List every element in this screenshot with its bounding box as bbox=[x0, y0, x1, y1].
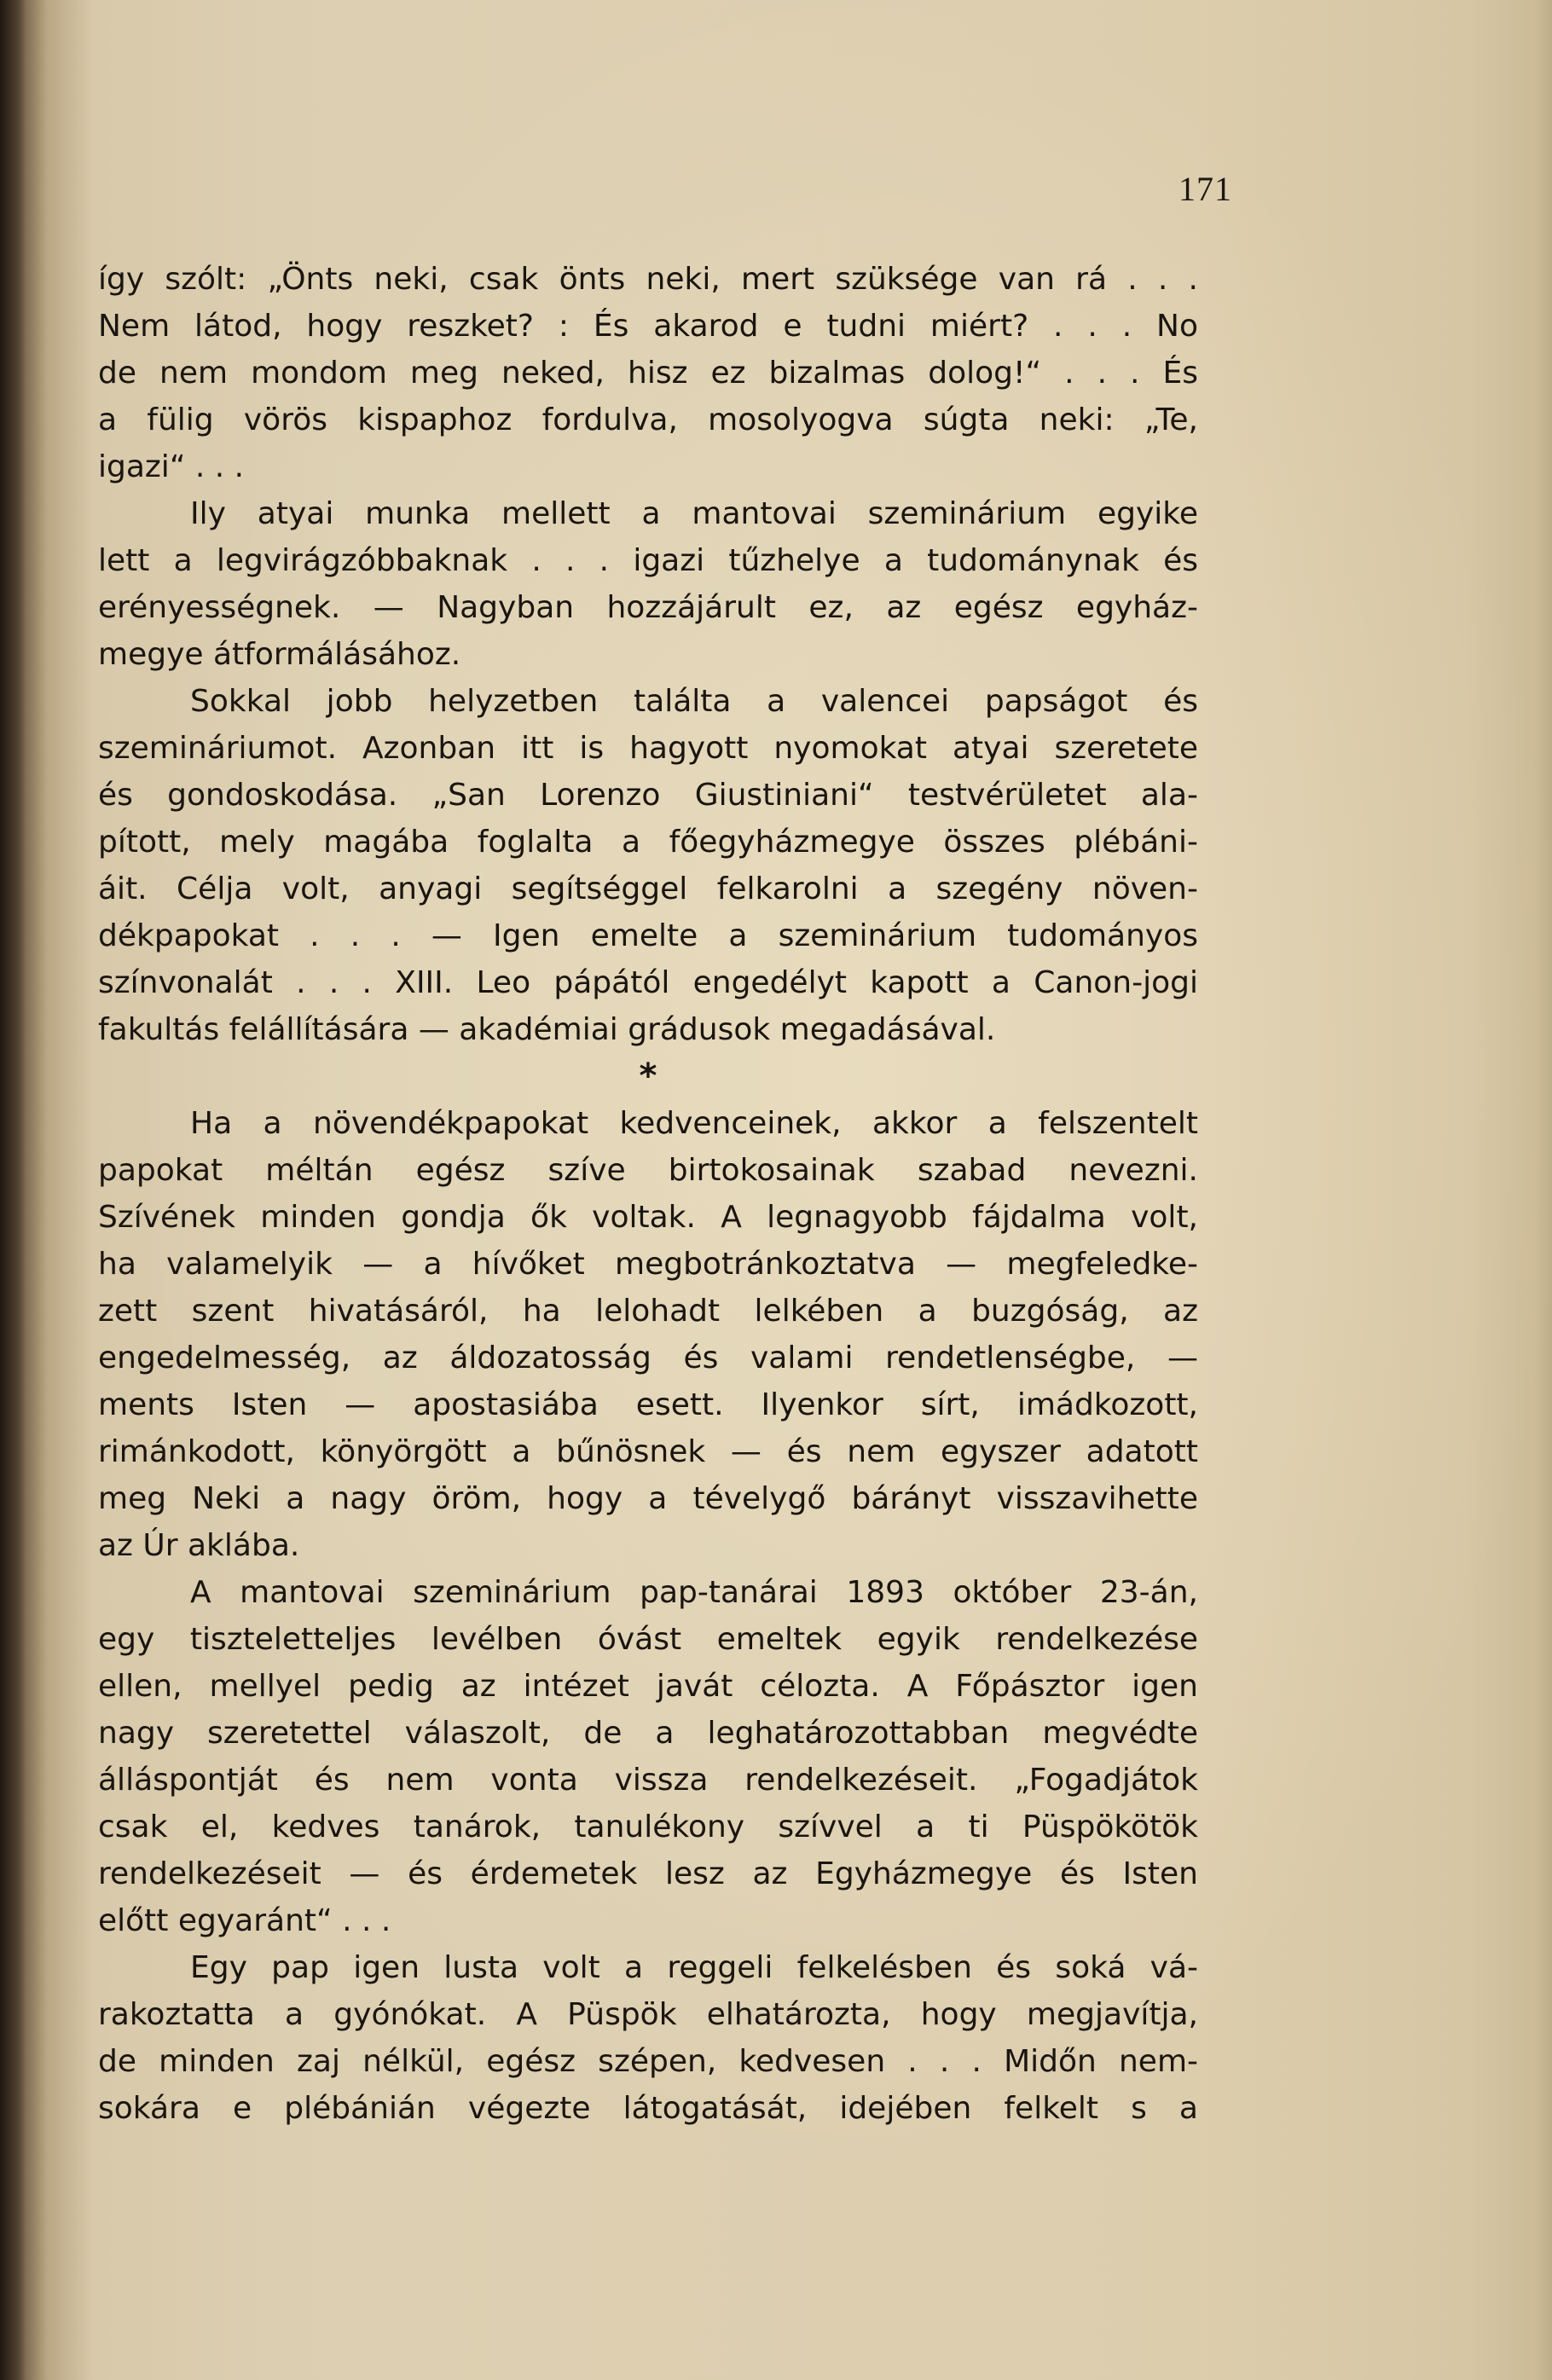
text-line: Szívének minden gondja ők voltak. A legnagyobb fájdalma volt, bbox=[98, 1200, 1198, 1235]
paragraph-start-line: Ily atyai munka mellett a mantovai szeminárium egyike bbox=[190, 496, 1198, 531]
text-line: csak el, kedves tanárok, tanulékony szívvel a ti Püspökötök bbox=[98, 1810, 1198, 1844]
text-line: nagy szeretettel válaszolt, de a leghatározottabban megvédte bbox=[98, 1716, 1198, 1751]
text-line: dékpapokat . . . — Igen emelte a szeminárium tudományos bbox=[98, 918, 1198, 953]
text-line: áit. Célja volt, anyagi segítséggel felkarolni a szegény növen- bbox=[98, 872, 1198, 906]
text-line: sokára e plébánián végezte látogatását, idejében felkelt s a bbox=[98, 2091, 1198, 2126]
paragraph-start-line: Ha a növendékpapokat kedvenceinek, akkor a felszentelt bbox=[190, 1106, 1198, 1141]
text-line: ellen, mellyel pedig az intézet javát célozta. A Főpásztor igen bbox=[98, 1669, 1198, 1704]
paragraph-start-line: Egy pap igen lusta volt a reggeli felkelésben és soká vá- bbox=[190, 1950, 1198, 1985]
text-line: egy tiszteletteljes levélben óvást emeltek egyik rendelkezése bbox=[98, 1622, 1198, 1657]
text-line: szemináriumot. Azonban itt is hagyott nyomokat atyai szeretete bbox=[98, 731, 1198, 766]
paragraph-start-line: Sokkal jobb helyzetben találta a valencei papságot és bbox=[190, 684, 1198, 719]
text-line: papokat méltán egész szíve birtokosainak szabad nevezni. bbox=[98, 1153, 1198, 1188]
text-line: de nem mondom meg neked, hisz ez bizalmas dolog!“ . . . És bbox=[98, 356, 1198, 391]
text-line: ments Isten — apostasiába esett. Ilyenkor sírt, imádkozott, bbox=[98, 1387, 1198, 1422]
text-line: zett szent hivatásáról, ha lelohadt lelkében a buzgóság, az bbox=[98, 1294, 1198, 1329]
text-line: pított, mely magába foglalta a főegyházmegye összes plébáni- bbox=[98, 825, 1198, 860]
text-line: de minden zaj nélkül, egész szépen, kedvesen . . . Midőn nem- bbox=[98, 2044, 1198, 2079]
text-line: fakultás felállítására — akadémiai grádusok megadásával. bbox=[98, 1012, 996, 1047]
text-line: álláspontját és nem vonta vissza rendelkezéseit. „Fogadjátok bbox=[98, 1763, 1198, 1798]
text-line: rakoztatta a gyónókat. A Püspök elhatározta, hogy megjavítja, bbox=[98, 1997, 1198, 2032]
text-line: és gondoskodása. „San Lorenzo Giustiniani“ testvérületet ala- bbox=[98, 778, 1198, 813]
text-line: így szólt: „Önts neki, csak önts neki, mert szüksége van rá . . . bbox=[98, 262, 1198, 297]
page-number: 171 bbox=[1178, 170, 1232, 208]
text-line: előtt egyaránt“ . . . bbox=[98, 1903, 391, 1938]
text-line: Nem látod, hogy reszket? : És akarod e tudni miért? . . . No bbox=[98, 309, 1198, 344]
section-separator-asterisk: * bbox=[639, 1057, 657, 1096]
text-line: lett a legvirágzóbbaknak . . . igazi tűzhelye a tudománynak és bbox=[98, 543, 1198, 578]
text-line: erényességnek. — Nagyban hozzájárult ez, az egész egyház- bbox=[98, 590, 1198, 625]
text-line: rimánkodott, könyörgött a bűnösnek — és nem egyszer adatott bbox=[98, 1434, 1198, 1469]
text-line: rendelkezéseit — és érdemetek lesz az Egyházmegye és Isten bbox=[98, 1856, 1198, 1891]
text-line: meg Neki a nagy öröm, hogy a tévelygő bárányt visszavihette bbox=[98, 1481, 1198, 1516]
book-binding-shadow bbox=[0, 0, 26, 2380]
text-line: ha valamelyik — a hívőket megbotránkoztatva — megfeledke- bbox=[98, 1247, 1198, 1282]
text-line: megye átformálásához. bbox=[98, 637, 461, 672]
text-line: a fülig vörös kispaphoz fordulva, mosolyogva súgta neki: „Te, bbox=[98, 402, 1198, 437]
paragraph-start-line: A mantovai szeminárium pap-tanárai 1893 október 23-án, bbox=[190, 1575, 1198, 1610]
text-line: igazi“ . . . bbox=[98, 449, 245, 484]
text-line: engedelmesség, az áldozatosság és valami rendetlenségbe, — bbox=[98, 1341, 1198, 1375]
text-line: az Úr aklába. bbox=[98, 1528, 300, 1563]
text-line: színvonalát . . . XIII. Leo pápától engedélyt kapott a Canon-jogi bbox=[98, 965, 1198, 1000]
body-text bbox=[98, 256, 1198, 2132]
